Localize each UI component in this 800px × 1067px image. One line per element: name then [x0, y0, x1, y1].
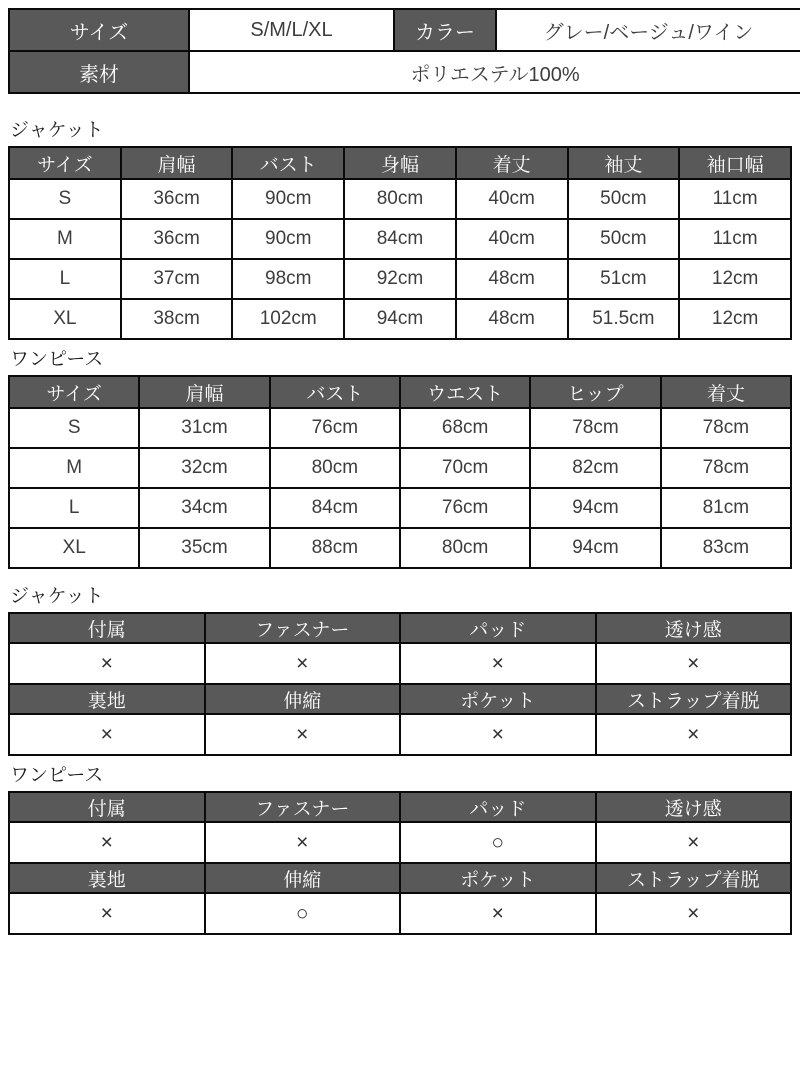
table-row: [9, 448, 791, 488]
spec-value-cell: ×: [9, 893, 205, 934]
measurement-cell: 102cm: [232, 299, 344, 339]
table-row: [9, 51, 800, 93]
jacket-spec-section-label: ジャケット: [10, 586, 104, 607]
measurement-cell: 98cm: [232, 259, 344, 299]
onepiece-spec-table: [8, 791, 792, 935]
measurement-cell: 84cm: [344, 219, 456, 259]
material-label-cell: 素材: [9, 51, 189, 93]
product-info-table: [8, 8, 800, 94]
column-header: 袖丈: [568, 147, 680, 179]
column-header: ヒップ: [530, 376, 660, 408]
table-row: [9, 408, 791, 448]
measurement-cell: 94cm: [344, 299, 456, 339]
spec-value-cell: ×: [205, 822, 401, 863]
table-row: [9, 488, 791, 528]
spec-header-cell: ポケット: [400, 863, 596, 893]
measurement-cell: 94cm: [530, 488, 660, 528]
measurement-cell: 90cm: [232, 219, 344, 259]
measurement-cell: 50cm: [568, 219, 680, 259]
table-row: [9, 714, 791, 755]
onepiece-size-section-label: ワンピース: [10, 349, 104, 370]
measurement-cell: 68cm: [400, 408, 530, 448]
column-header: ウエスト: [400, 376, 530, 408]
spec-value-cell: ×: [596, 822, 792, 863]
measurement-cell: 76cm: [270, 408, 400, 448]
spec-header-cell: パッド: [400, 613, 596, 643]
column-header: サイズ: [9, 147, 121, 179]
spec-value-cell: ×: [596, 714, 792, 755]
size-cell: XL: [9, 528, 139, 568]
table-row: [9, 822, 791, 863]
size-cell: XL: [9, 299, 121, 339]
spec-header-cell: 裏地: [9, 863, 205, 893]
jacket-size-section-label: ジャケット: [10, 120, 104, 141]
table-header-row: [9, 684, 791, 714]
measurement-cell: 88cm: [270, 528, 400, 568]
measurement-cell: 80cm: [400, 528, 530, 568]
spec-value-cell: ×: [400, 643, 596, 684]
column-header: 着丈: [661, 376, 791, 408]
measurement-cell: 51cm: [568, 259, 680, 299]
measurement-cell: 40cm: [456, 219, 568, 259]
spec-value-cell: ○: [205, 893, 401, 934]
size-value-cell: S/M/L/XL: [189, 9, 394, 51]
spec-value-cell: ×: [9, 643, 205, 684]
measurement-cell: 80cm: [270, 448, 400, 488]
measurement-cell: 78cm: [530, 408, 660, 448]
measurement-cell: 78cm: [661, 408, 791, 448]
measurement-cell: 83cm: [661, 528, 791, 568]
measurement-cell: 12cm: [679, 259, 791, 299]
column-header: バスト: [232, 147, 344, 179]
column-header: 着丈: [456, 147, 568, 179]
measurement-cell: 70cm: [400, 448, 530, 488]
measurement-cell: 94cm: [530, 528, 660, 568]
measurement-cell: 80cm: [344, 179, 456, 219]
measurement-cell: 50cm: [568, 179, 680, 219]
measurement-cell: 48cm: [456, 259, 568, 299]
measurement-cell: 48cm: [456, 299, 568, 339]
spec-value-cell: ○: [400, 822, 596, 863]
spec-value-cell: ×: [596, 643, 792, 684]
spec-header-cell: ファスナー: [205, 792, 401, 822]
onepiece-spec-section-label: ワンピース: [10, 765, 104, 786]
column-header: 肩幅: [139, 376, 269, 408]
spec-header-cell: 透け感: [596, 613, 792, 643]
spec-header-cell: パッド: [400, 792, 596, 822]
table-header-row: [9, 792, 791, 822]
spec-header-cell: 付属: [9, 613, 205, 643]
table-header-row: [9, 613, 791, 643]
material-value-cell: ポリエステル100%: [189, 51, 800, 93]
spec-header-cell: 付属: [9, 792, 205, 822]
size-cell: M: [9, 448, 139, 488]
column-header: 身幅: [344, 147, 456, 179]
spec-header-cell: 透け感: [596, 792, 792, 822]
measurement-cell: 31cm: [139, 408, 269, 448]
measurement-cell: 12cm: [679, 299, 791, 339]
spec-value-cell: ×: [400, 893, 596, 934]
measurement-cell: 84cm: [270, 488, 400, 528]
measurement-cell: 11cm: [679, 219, 791, 259]
measurement-cell: 81cm: [661, 488, 791, 528]
table-row: [9, 528, 791, 568]
measurement-cell: 40cm: [456, 179, 568, 219]
measurement-cell: 38cm: [121, 299, 233, 339]
measurement-cell: 36cm: [121, 219, 233, 259]
table-header-row: [9, 863, 791, 893]
table-row: [9, 9, 800, 51]
jacket-spec-table: [8, 612, 792, 756]
table-row: [9, 643, 791, 684]
measurement-cell: 78cm: [661, 448, 791, 488]
measurement-cell: 35cm: [139, 528, 269, 568]
measurement-cell: 82cm: [530, 448, 660, 488]
jacket-size-table: [8, 146, 792, 340]
spec-header-cell: ポケット: [400, 684, 596, 714]
column-header: サイズ: [9, 376, 139, 408]
measurement-cell: 92cm: [344, 259, 456, 299]
measurement-cell: 11cm: [679, 179, 791, 219]
size-cell: M: [9, 219, 121, 259]
spec-value-cell: ×: [9, 714, 205, 755]
spec-header-cell: 伸縮: [205, 684, 401, 714]
measurement-cell: 90cm: [232, 179, 344, 219]
column-header: 袖口幅: [679, 147, 791, 179]
spec-value-cell: ×: [400, 714, 596, 755]
measurement-cell: 37cm: [121, 259, 233, 299]
size-cell: L: [9, 259, 121, 299]
size-cell: L: [9, 488, 139, 528]
spec-value-cell: ×: [205, 714, 401, 755]
size-cell: S: [9, 179, 121, 219]
spec-header-cell: ストラップ着脱: [596, 863, 792, 893]
spec-header-cell: 伸縮: [205, 863, 401, 893]
measurement-cell: 51.5cm: [568, 299, 680, 339]
spec-header-cell: 裏地: [9, 684, 205, 714]
measurement-cell: 36cm: [121, 179, 233, 219]
table-header-row: [9, 376, 791, 408]
table-row: [9, 219, 791, 259]
measurement-cell: 34cm: [139, 488, 269, 528]
size-label-cell: サイズ: [9, 9, 189, 51]
table-row: [9, 893, 791, 934]
onepiece-size-table: [8, 375, 792, 569]
spec-header-cell: ファスナー: [205, 613, 401, 643]
spec-header-cell: ストラップ着脱: [596, 684, 792, 714]
table-row: [9, 259, 791, 299]
column-header: 肩幅: [121, 147, 233, 179]
spec-value-cell: ×: [9, 822, 205, 863]
spec-value-cell: ×: [205, 643, 401, 684]
color-label-cell: カラー: [394, 9, 496, 51]
spec-value-cell: ×: [596, 893, 792, 934]
measurement-cell: 76cm: [400, 488, 530, 528]
table-row: [9, 299, 791, 339]
table-row: [9, 179, 791, 219]
size-cell: S: [9, 408, 139, 448]
column-header: バスト: [270, 376, 400, 408]
measurement-cell: 32cm: [139, 448, 269, 488]
color-value-cell: グレー/ベージュ/ワイン: [496, 9, 800, 51]
table-header-row: [9, 147, 791, 179]
